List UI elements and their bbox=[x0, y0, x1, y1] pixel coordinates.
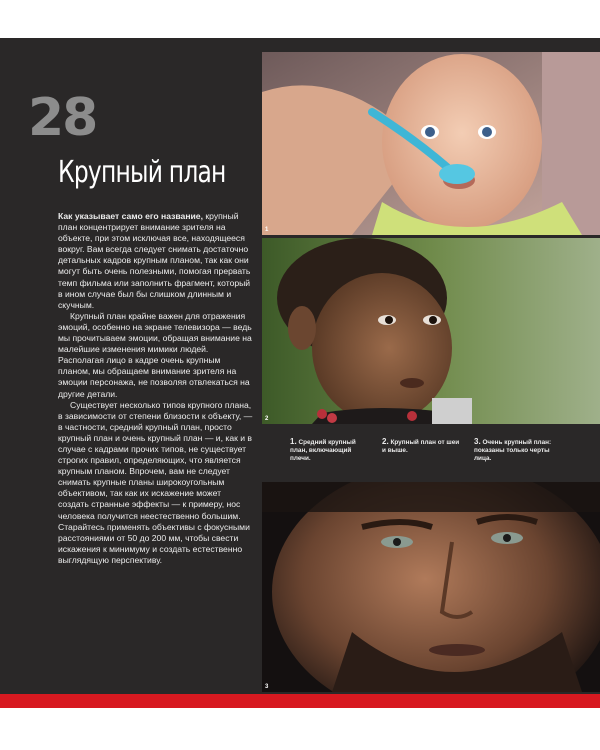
paragraph-2: Крупный план крайне важен для отражения эмоций, особенно на экране телевизора — ведь мы прочитываем эмоции, обращая внимание на малейшие изменения мимики людей. Располагая лицо в кадре очень крупным планом, мы обращаем внимание зрителя на эмоции персонажа, не позволяя отвлекаться на другие детали. bbox=[58, 310, 252, 399]
caption-2 bbox=[382, 438, 464, 478]
caption-number: 3. bbox=[474, 437, 481, 446]
caption-3 bbox=[474, 438, 556, 478]
caption-number: 2. bbox=[382, 437, 389, 446]
caption-1 bbox=[290, 438, 372, 478]
caption-text: Средний крупный план, включающий плечи. bbox=[290, 439, 356, 462]
paragraph-3: Существует несколько типов крупного плана, в зависимости от степени близости к объекту, — в частности, средний крупный план, просто крупный план и очень крупный план — и, как и в случае с кадрами прочих типов, не существует строгих правил, определяющих, что является крупным планом. Впрочем, вам не следует снимать крупные планы широкоугольным объективом, так как их искажение может создать странные эффекты — к примеру, нос человека получится неестественно большим. Старайтесь применять объективы с фокусными расстояниями от 50 до 200 мм, чтобы свести искажения к минимуму и создать естественно выглядящую перспективу. bbox=[58, 399, 253, 565]
photo-extreme-close-up bbox=[262, 482, 600, 692]
child-photo-illustration bbox=[262, 238, 600, 424]
caption-number: 1. bbox=[290, 437, 297, 446]
book-page bbox=[0, 38, 600, 694]
photo-number: 2 bbox=[265, 416, 269, 422]
footer-accent-bar bbox=[0, 694, 600, 708]
caption-text: Крупный план от шеи и выше. bbox=[382, 439, 460, 454]
caption-text: Очень крупный план: показаны только черты лица. bbox=[474, 439, 552, 462]
photo-medium-close-up bbox=[262, 52, 600, 235]
paragraph-1-text: крупный план концентрирует внимание зрителя на объекте, при этом исключая все, находящееся вокруг. Вам всегда следует снимать достаточно детальных кадров крупным планом, так как они могут быть очень полезными, помогая прервать темп фильма или заполнить фрагмент, который в ином случае был бы слишком длинным и скучным. bbox=[58, 211, 251, 310]
man-photo-illustration bbox=[262, 482, 600, 692]
paragraph-1 bbox=[58, 211, 253, 311]
body-text bbox=[58, 211, 253, 566]
chapter-number: 28 bbox=[28, 88, 97, 148]
baby-photo-illustration bbox=[262, 52, 600, 235]
photo-captions bbox=[262, 438, 600, 478]
lead-phrase: Как указывает само его название, bbox=[58, 211, 203, 221]
chapter-title: Крупный план bbox=[58, 155, 226, 190]
photo-number: 3 bbox=[265, 684, 269, 690]
photo-close-up bbox=[262, 238, 600, 424]
photo-number: 1 bbox=[265, 227, 269, 233]
